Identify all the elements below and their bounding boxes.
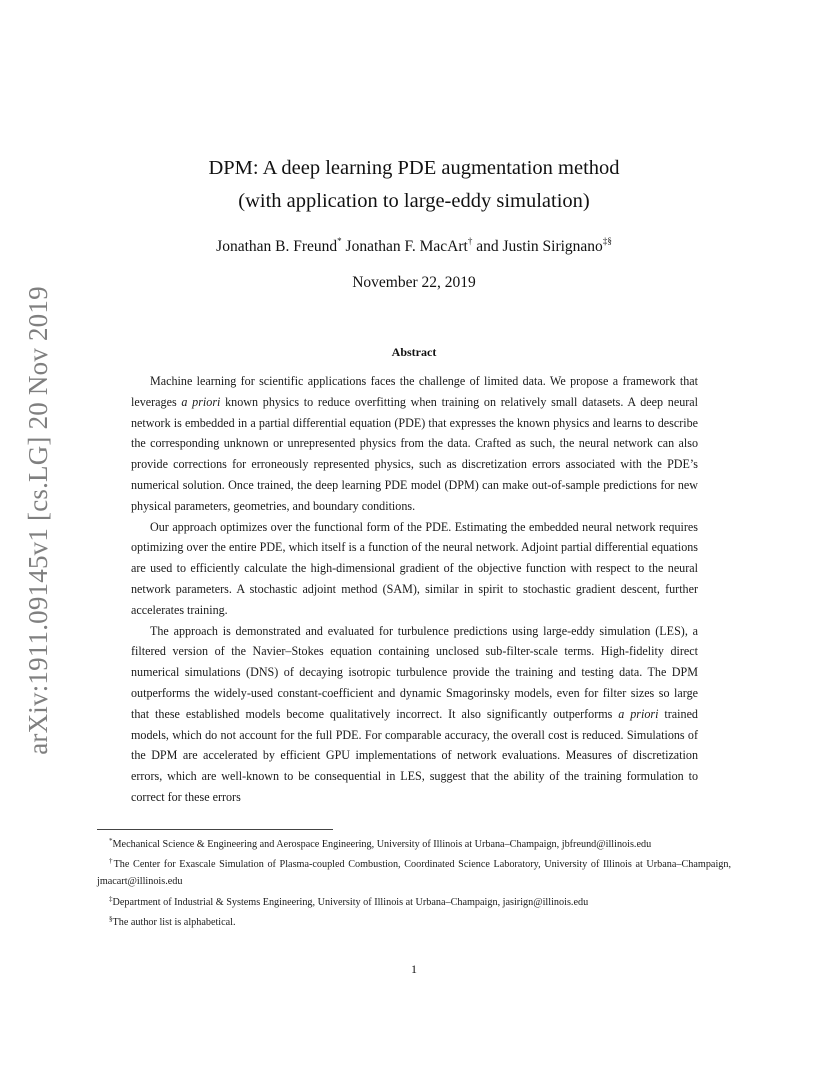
- author-name: Justin Sirignano: [502, 238, 603, 255]
- abstract-paragraph: Our approach optimizes over the functional form of the PDE. Estimating the embedded neural network requires optimizing over the entire PDE, which itself is a function of the neural network. Adjoint partial differential equations are used to efficiently calculate the high-dimensional gradient of the objective function with respect to the neural network parameters. A stochastic adjoint method (SAM), similar in spirit to stochastic gradient descent, further accelerates training.: [131, 519, 698, 617]
- italic-term: a priori: [618, 706, 659, 721]
- footnote-text: The author list is alphabetical.: [112, 916, 236, 928]
- publication-date: November 22, 2019: [352, 274, 476, 291]
- author-footnote-mark: ‡§: [602, 236, 612, 246]
- footnotes: [97, 833, 731, 931]
- paper-title-line-2: (with application to large-eddy simulation): [238, 190, 590, 212]
- footnote: [97, 911, 731, 931]
- italic-term: a priori: [181, 394, 221, 409]
- page-number: 1: [411, 962, 417, 976]
- footnote: [97, 891, 731, 911]
- footnote: [97, 853, 731, 890]
- author-separator: and: [472, 238, 503, 255]
- footnote-mark: §: [109, 914, 113, 923]
- abstract-heading: Abstract: [391, 345, 437, 359]
- author-name: Jonathan B. Freund: [216, 238, 338, 255]
- abstract-paragraph: The approach is demonstrated and evaluated for turbulence predictions using large-eddy simulation (LES), a filtered version of the Navier–Stokes equation containing unclosed sub-filter-scale terms. High-fidelity direct numerical simulations (DNS) of decaying isotropic turbulence provide the training and testing data. The DPM outperforms the widely-used constant-coefficient and dynamic Smagorinsky models, even for filter sizes so large that these established models become qualitatively incorrect. It also significantly outperforms a priori trained models, which do not account for the full PDE. For comparable accuracy, the overall cost is reduced. Simulations of the DPM are accelerated by efficient GPU implementations of network evaluations. Measures of discretization errors, which are well-known to be consequential in LES, suggest that the ability of the training formulation to correct for these errors: [131, 623, 698, 804]
- footnote-mark: †: [109, 857, 114, 866]
- abstract-paragraph: Machine learning for scientific applications faces the challenge of limited data. We propose a framework that leverages a priori known physics to reduce overfitting when training on relatively small datasets. A deep neural network is embedded in a partial differential equation (PDE) that expresses the known physics and learns to describe the corresponding unknown or unrepresented physics from the data. Crafted as such, the neural network can also provide corrections for erroneously represented physics, such as discretization errors associated with the PDE’s numerical solution. Once trained, the deep learning PDE model (DPM) can make out-of-sample predictions for new physical parameters, geometries, and boundary conditions.: [131, 374, 698, 513]
- arxiv-identifier-text: arXiv:1911.09145v1 [cs.LG] 20 Nov 2019: [22, 285, 53, 755]
- footnote-text: The Center for Exascale Simulation of Plasma-coupled Combustion, Coordinated Science Laboratory, University of Illinois at Urbana–Champaign, jmacart@illinois.edu: [97, 859, 732, 888]
- footnote: [97, 833, 731, 853]
- author-footnote-mark: *: [337, 236, 342, 246]
- author-list: [0, 236, 828, 256]
- abstract-body: [131, 371, 698, 808]
- paper-title-line-1: DPM: A deep learning PDE augmentation method: [208, 157, 620, 179]
- author-name: Jonathan F. MacArt: [345, 238, 468, 255]
- footnote-separator-rule: [97, 829, 333, 830]
- author-footnote-mark: †: [467, 236, 473, 246]
- paper-title: [0, 152, 828, 218]
- footnote-text: Mechanical Science & Engineering and Aerospace Engineering, University of Illinois at Urbana–Champaign, jbfreund@illinois.edu: [112, 839, 652, 850]
- footnote-mark: ‡: [109, 894, 113, 903]
- footnote-mark: *: [109, 837, 113, 845]
- footnote-text: Department of Industrial & Systems Engineering, University of Illinois at Urbana–Champaign, jasirign@illinois.edu: [112, 896, 589, 908]
